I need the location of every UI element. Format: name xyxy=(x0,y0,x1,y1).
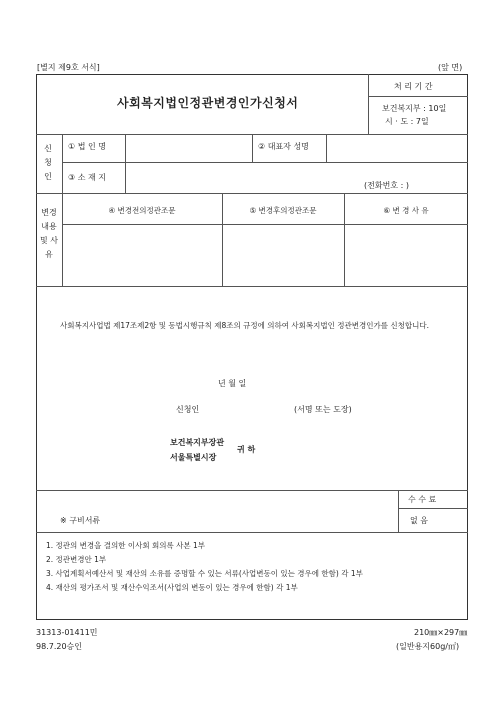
recipient-mayor: 서울특별시장 xyxy=(170,453,217,462)
approval-date: 98.7.20승인 xyxy=(36,642,82,651)
fee-value: 없 음 xyxy=(410,516,428,525)
rep-name-label: ② 대표자 성명 xyxy=(258,142,309,151)
form-code: 31313-01411민 xyxy=(36,628,98,637)
list-item: 3. 사업계획서예산서 및 재산의 소유를 증명할 수 있는 서류(사업변동이 있는 경우에 한함) 각 1부 xyxy=(46,569,363,578)
paper-type: (일반용지60g/㎡) xyxy=(396,642,460,651)
required-docs-label: ※ 구비서류 xyxy=(60,516,101,525)
title-divider xyxy=(368,74,369,134)
recipient-minister: 보건복지부장관 xyxy=(170,438,225,447)
corp-name-label: ① 법 인 명 xyxy=(68,142,106,151)
reason-header: ⑥ 변 경 사 유 xyxy=(383,206,429,215)
applicant-section-label: 신 청 인 xyxy=(44,144,52,181)
list-item: 4. 재산의 평가조서 및 재산수익조서(사업의 변동이 있는 경우에 한함) 각 1부 xyxy=(46,583,298,592)
list-item: 1. 정관의 변경을 결의한 이사회 회의록 사본 1부 xyxy=(46,541,206,550)
date-line: 년 월 일 xyxy=(218,379,247,388)
processing-ministry: 보건복지부 : 10일 xyxy=(382,104,447,113)
after-articles-header: ⑤ 변경후의정관조문 xyxy=(249,206,317,215)
recipient-honorific: 귀 하 xyxy=(237,445,256,454)
processing-province: 시 · 도 : 7일 xyxy=(385,117,429,126)
form-title: 사회복지법인정관변경인가신청서 xyxy=(117,96,299,110)
form-number: [별지 제9호 서식] xyxy=(37,63,100,72)
applicant-signature-label: 신청인 xyxy=(176,405,200,414)
signature-note: (서명 또는 도장) xyxy=(294,405,352,414)
before-articles-header: ④ 변경전의정관조문 xyxy=(108,206,176,215)
declaration-paragraph: 사회복지사업법 제17조제2항 및 동법시행규칙 제8조의 규정에 의하여 사회복지법인 정관변경인가를 신청합니다. xyxy=(60,321,429,330)
page-side: (앞 면) xyxy=(438,63,463,72)
processing-divider xyxy=(368,96,468,97)
address-label: ③ 소 재 지 xyxy=(68,173,106,182)
paper-size: 210㎜×297㎜ xyxy=(414,628,468,637)
change-section-label: 변경 내용 및 사유 xyxy=(40,208,58,259)
list-item: 2. 정관변경안 1부 xyxy=(46,555,107,564)
phone-number: (전화번호 : ) xyxy=(364,181,409,190)
processing-label: 처 리 기 간 xyxy=(394,82,433,91)
fee-label: 수 수 료 xyxy=(408,495,437,504)
